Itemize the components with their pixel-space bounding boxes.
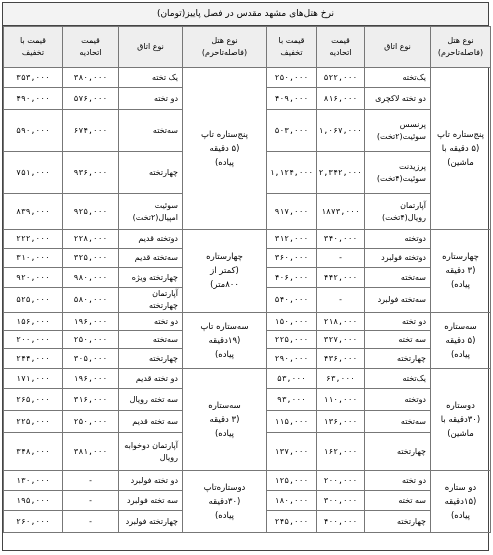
room-type-cell: سه‌تخته: [365, 411, 431, 433]
hotel-type-cell: [183, 68, 267, 230]
hotel-type-line: دوستاره‌تاپ: [203, 482, 246, 493]
discount-price-cell: ۵۴۰,۰۰۰: [267, 288, 317, 313]
approved-price-cell: ۳۴۰,۰۰۰: [317, 230, 365, 249]
hotel-type-line: سه‌ستاره: [208, 400, 241, 411]
approved-price-cell: ۴۳۶,۰۰۰: [317, 349, 365, 369]
approved-price-cell: ۶۳,۰۰۰: [317, 369, 365, 389]
hotel-price-table: [3, 26, 491, 533]
hotel-type-line: پیاده): [450, 510, 471, 521]
discount-price-cell: ۱,۱۲۴,۰۰۰: [267, 152, 317, 194]
header-sublabel: اتحادیه: [329, 48, 352, 57]
room-type-cell: سه تخته: [365, 491, 431, 511]
room-type-cell: چهارتخته فولبرد: [119, 511, 183, 533]
approved-price-cell: ۲۲۸,۰۰۰: [63, 230, 119, 249]
room-type-cell: سه‌تخته فولبرد: [365, 288, 431, 313]
room-type-cell: چهارتخته ویژه: [119, 268, 183, 288]
table-row: [4, 230, 491, 249]
page-title: نرخ هتل‌های مشهد مقدس در فصل پاییز(تومان): [3, 3, 488, 26]
hotel-type-line: (۳۰دقیقه: [208, 496, 241, 507]
header-label: قیمت: [331, 36, 350, 45]
approved-price-cell: ۳۲۵,۰۰۰: [63, 249, 119, 268]
approved-price-cell: ۳۰۵,۰۰۰: [63, 349, 119, 369]
approved-price-cell: ۱۶۲,۰۰۰: [317, 433, 365, 471]
hotel-type-line: دو ستاره: [444, 482, 477, 493]
discount-price-cell: ۸۳۹,۰۰۰: [4, 194, 63, 230]
discount-price-cell: ۲۲۲,۰۰۰: [4, 230, 63, 249]
hotel-type-line: پیاده): [214, 510, 235, 521]
room-type-cell: یک تخته: [119, 68, 183, 88]
hotel-type-line: (۳۰دقیقه با: [440, 414, 481, 425]
approved-price-cell: ۳۱۶,۰۰۰: [63, 389, 119, 411]
room-type-cell: آپارتمان چهارتخته: [119, 288, 183, 313]
hotel-type-cell: [431, 313, 491, 369]
approved-price-cell: ۶۷۴,۰۰۰: [63, 110, 119, 152]
discount-price-cell: ۲۰۰,۰۰۰: [4, 331, 63, 349]
hotel-type-line: پیاده): [450, 280, 471, 290]
hotel-type-line: (کمتر از: [210, 266, 239, 276]
discount-price-cell: ۱۹۵,۰۰۰: [4, 491, 63, 511]
approved-price-cell: ۳۰۰,۰۰۰: [317, 491, 365, 511]
room-type-cell: سه‌تخته: [365, 268, 431, 288]
approved-price-cell: ۲۵۰,۰۰۰: [63, 331, 119, 349]
table-row: [4, 369, 491, 389]
approved-price-cell: -: [63, 491, 119, 511]
hotel-type-line: پیاده): [214, 428, 235, 439]
discount-price-cell: ۵۲۵,۰۰۰: [4, 288, 63, 313]
table-row: [4, 68, 491, 88]
room-type-cell: سه تخته رویال: [119, 389, 183, 411]
discount-price-cell: ۱۵۶,۰۰۰: [4, 313, 63, 331]
approved-price-cell: -: [317, 249, 365, 268]
hotel-type-line: چهارستاره: [206, 252, 243, 262]
approved-price-cell: ۹۲۵,۰۰۰: [63, 194, 119, 230]
hotel-type-line: چهارستاره: [442, 252, 479, 262]
hotel-type-line: پیاده): [214, 349, 235, 360]
room-type-cell: سه‌تخته قدیم: [119, 249, 183, 268]
price-table-frame: [2, 2, 489, 551]
discount-price-cell: ۲۶۰,۰۰۰: [4, 511, 63, 533]
hotel-type-line: سه‌ستاره: [444, 321, 477, 332]
room-type-cell: دو تخته: [365, 313, 431, 331]
hotel-type-line: دوستاره: [446, 400, 475, 411]
room-type-cell: پرزیدنت سوئیت(۴تخت): [365, 152, 431, 194]
approved-price-cell: ۲,۳۴۲,۰۰۰: [317, 152, 365, 194]
room-type-cell: سه‌تخته: [119, 331, 183, 349]
approved-price-cell: ۵۸۰,۰۰۰: [63, 288, 119, 313]
approved-price-cell: ۲۱۸,۰۰۰: [317, 313, 365, 331]
hotel-type-line: (۵ دقیقه با: [441, 143, 480, 154]
hotel-type-line: پیاده): [450, 349, 471, 360]
header-label: نوع هتل: [211, 36, 238, 45]
room-type-cell: دو تخته: [365, 471, 431, 491]
approved-price-cell: ۱۹۶,۰۰۰: [63, 369, 119, 389]
discount-price-cell: ۱۳۷,۰۰۰: [267, 433, 317, 471]
discount-price-cell: ۲۴۵,۰۰۰: [267, 511, 317, 533]
approved-price-cell: -: [63, 471, 119, 491]
room-type-cell: آپارتمان رویال(۴تخت): [365, 194, 431, 230]
header-label: نوع اتاق: [384, 42, 411, 51]
header-label: قیمت با: [20, 36, 46, 45]
approved-price-cell: ۴۰۰,۰۰۰: [317, 511, 365, 533]
room-type-cell: سوئیت امپیال(۲تخت): [119, 194, 183, 230]
approved-price-cell: ۲۰۰,۰۰۰: [317, 471, 365, 491]
discount-price-cell: ۳۶۰,۰۰۰: [267, 249, 317, 268]
room-type-header: [365, 27, 431, 68]
room-type-cell: سه تخته قدیم: [119, 411, 183, 433]
hotel-type-cell: [431, 369, 491, 471]
room-type-cell: چهارتخته: [365, 511, 431, 533]
room-type-cell: یک‌تخته: [365, 68, 431, 88]
hotel-type-cell: [183, 230, 267, 313]
approved-price-cell: -: [63, 511, 119, 533]
hotel-type-cell: [431, 230, 491, 313]
discount-price-cell: ۲۹۰,۰۰۰: [267, 349, 317, 369]
approved-price-cell: ۳۲۷,۰۰۰: [317, 331, 365, 349]
hotel-type-line: سه‌ستاره تاپ: [200, 321, 249, 332]
table-row: [4, 313, 491, 331]
approved-price-header: [317, 27, 365, 68]
discount-price-cell: ۹۲۰,۰۰۰: [4, 268, 63, 288]
approved-price-cell: ۱۹۶,۰۰۰: [63, 313, 119, 331]
discount-price-cell: ۲۵۰,۰۰۰: [267, 68, 317, 88]
header-sublabel: تخفیف: [21, 48, 45, 57]
discount-price-cell: ۴۰۹,۰۰۰: [267, 88, 317, 110]
hotel-type-line: پنج‌ستاره تاپ: [437, 129, 484, 140]
header-label: نوع هتل: [447, 36, 474, 45]
approved-price-cell: ۱۸۷۳,۰۰۰: [317, 194, 365, 230]
room-type-cell: دوتخته: [365, 230, 431, 249]
discount-price-cell: ۲۴۴,۰۰۰: [4, 349, 63, 369]
discount-price-cell: ۱۸۰,۰۰۰: [267, 491, 317, 511]
hotel-type-line: (۱۹دقیقه: [208, 335, 241, 346]
hotel-type-cell: [183, 369, 267, 471]
hotel-type-line: پنج‌ستاره تاپ: [201, 129, 248, 140]
room-type-cell: چهارتخته: [119, 349, 183, 369]
table-row: [4, 471, 491, 491]
hotel-type-cell: [183, 313, 267, 369]
discount-price-cell: ۱۱۵,۰۰۰: [267, 411, 317, 433]
room-type-cell: چهارتخته: [119, 152, 183, 194]
discount-price-cell: ۴۰۶,۰۰۰: [267, 268, 317, 288]
hotel-type-line: ۸۰۰متر): [210, 280, 239, 290]
header-sublabel: تخفیف: [280, 48, 303, 57]
hotel-type-cell: [183, 471, 267, 533]
discount-price-header: [4, 27, 63, 68]
hotel-type-line: (۱۵دقیقه: [444, 496, 477, 507]
approved-price-cell: ۵۷۶,۰۰۰: [63, 88, 119, 110]
discount-price-cell: ۴۹۰,۰۰۰: [4, 88, 63, 110]
room-type-cell: چهارتخته: [365, 349, 431, 369]
approved-price-cell: -: [317, 288, 365, 313]
hotel-type-line: (۵ دقیقه: [209, 143, 240, 154]
discount-price-cell: ۳۱۲,۰۰۰: [267, 230, 317, 249]
header-row: [4, 27, 491, 68]
discount-price-cell: ۵۰۳,۰۰۰: [267, 110, 317, 152]
discount-price-cell: ۹۱۷,۰۰۰: [267, 194, 317, 230]
hotel-type-line: (۳ دقیقه: [445, 266, 476, 276]
hotel-type-cell: [431, 68, 491, 230]
header-label: نوع اتاق: [137, 42, 164, 51]
room-type-header: [119, 27, 183, 68]
hotel-type-header: [183, 27, 267, 68]
room-type-cell: دو تخته فولبرد: [119, 471, 183, 491]
discount-price-cell: ۹۳,۰۰۰: [267, 389, 317, 411]
room-type-cell: یک‌تخته: [365, 369, 431, 389]
hotel-type-line: ماشین): [447, 157, 474, 168]
discount-price-cell: ۱۳۰,۰۰۰: [4, 471, 63, 491]
hotel-type-line: (۳ دقیقه: [209, 414, 240, 425]
discount-price-cell: ۷۵۱,۰۰۰: [4, 152, 63, 194]
room-type-cell: آپارتمان دوخوابه رویال: [119, 433, 183, 471]
approved-price-cell: ۳۸۰,۰۰۰: [63, 68, 119, 88]
room-type-cell: دو تخته: [119, 88, 183, 110]
discount-price-cell: ۱۲۵,۰۰۰: [267, 471, 317, 491]
approved-price-cell: ۱۳۶,۰۰۰: [317, 411, 365, 433]
room-type-cell: دو تخته قدیم: [119, 369, 183, 389]
hotel-type-cell: [431, 471, 491, 533]
header-sublabel: اتحادیه: [79, 48, 102, 57]
discount-price-header: [267, 27, 317, 68]
approved-price-cell: ۹۸۰,۰۰۰: [63, 268, 119, 288]
approved-price-cell: ۸۱۶,۰۰۰: [317, 88, 365, 110]
room-type-cell: دوتخته فولبرد: [365, 249, 431, 268]
header-label: قیمت با: [278, 36, 305, 45]
room-type-cell: دو تخته: [119, 313, 183, 331]
approved-price-cell: ۱۱۰,۰۰۰: [317, 389, 365, 411]
discount-price-cell: ۳۵۳,۰۰۰: [4, 68, 63, 88]
hotel-type-line: (۵ دقیقه: [445, 335, 476, 346]
room-type-cell: سه تخته فولبرد: [119, 491, 183, 511]
discount-price-cell: ۳۱۰,۰۰۰: [4, 249, 63, 268]
approved-price-header: [63, 27, 119, 68]
header-sublabel: (فاصله‌تاحرم): [437, 48, 484, 57]
room-type-cell: دو تخته لاکچری: [365, 88, 431, 110]
discount-price-cell: ۱۵۰,۰۰۰: [267, 313, 317, 331]
room-type-cell: پرنسس سوئیت(۲تخت): [365, 110, 431, 152]
discount-price-cell: ۳۴۸,۰۰۰: [4, 433, 63, 471]
discount-price-cell: ۲۶۵,۰۰۰: [4, 389, 63, 411]
room-type-cell: دوتخته: [365, 389, 431, 411]
room-type-cell: چهارتخته: [365, 433, 431, 471]
approved-price-cell: ۵۲۲,۰۰۰: [317, 68, 365, 88]
discount-price-cell: ۲۲۵,۰۰۰: [267, 331, 317, 349]
hotel-type-line: پیاده): [214, 157, 235, 168]
room-type-cell: دوتخته قدیم: [119, 230, 183, 249]
discount-price-cell: ۵۹۰,۰۰۰: [4, 110, 63, 152]
approved-price-cell: ۳۸۱,۰۰۰: [63, 433, 119, 471]
discount-price-cell: ۵۳,۰۰۰: [267, 369, 317, 389]
approved-price-cell: ۲۵۰,۰۰۰: [63, 411, 119, 433]
hotel-type-header: [431, 27, 491, 68]
discount-price-cell: ۲۲۵,۰۰۰: [4, 411, 63, 433]
room-type-cell: سه تخته: [365, 331, 431, 349]
approved-price-cell: ۹۳۶,۰۰۰: [63, 152, 119, 194]
discount-price-cell: ۱۷۱,۰۰۰: [4, 369, 63, 389]
header-sublabel: (فاصله‌تاحرم): [201, 48, 248, 57]
hotel-type-line: ماشین): [447, 428, 474, 439]
approved-price-cell: ۱,۰۶۷,۰۰۰: [317, 110, 365, 152]
header-label: قیمت: [81, 36, 100, 45]
room-type-cell: سه‌تخته: [119, 110, 183, 152]
approved-price-cell: ۴۴۲,۰۰۰: [317, 268, 365, 288]
